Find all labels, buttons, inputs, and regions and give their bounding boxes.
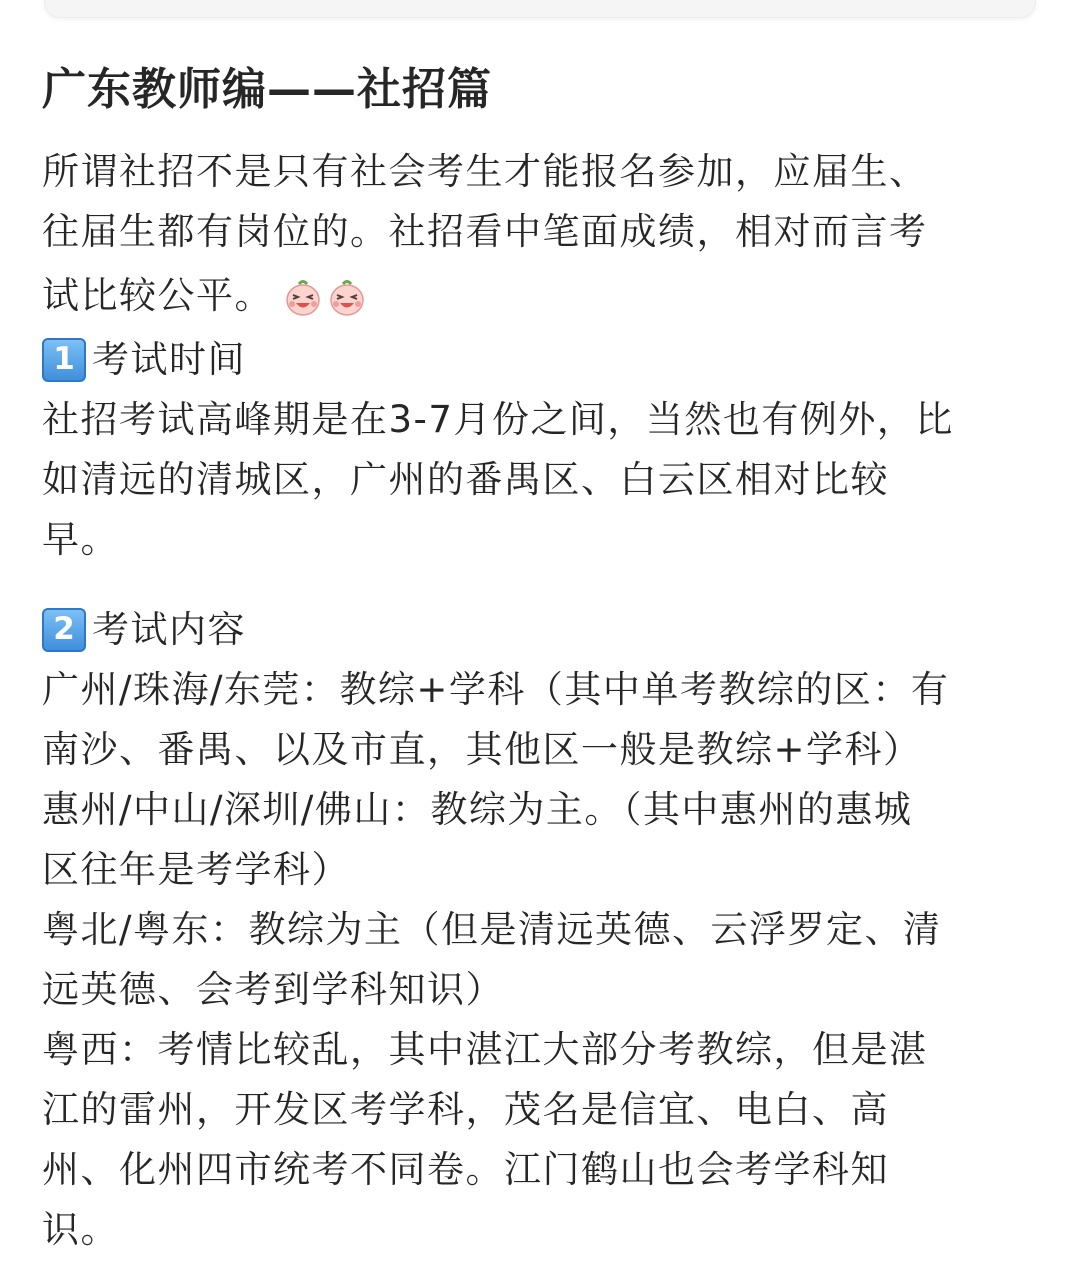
section-body-line: 远英德、会考到学科知识）	[42, 968, 504, 1011]
section-heading-text: 考试时间	[92, 338, 246, 381]
section-body-line: 江的雷州，开发区考学科，茂名是信宜、电白、高	[42, 1088, 889, 1131]
intro-last-line	[42, 272, 365, 320]
section-heading-exam-content	[42, 606, 246, 654]
section-heading-exam-time	[42, 336, 246, 384]
keycap-number-icon: 1	[42, 338, 86, 382]
section-body-line: 广州/珠海/东莞：教综+学科（其中单考教综的区：有	[42, 668, 950, 711]
section-body-line: 州、化州四市统考不同卷。江门鹤山也会考学科知	[42, 1148, 889, 1191]
top-search-bar[interactable]	[44, 0, 1036, 18]
intro-line: 试比较公平。	[42, 274, 273, 317]
section-body-line: 南沙、番禺、以及市直，其他区一般是教综+学科）	[42, 728, 922, 771]
section-body-line: 早。	[42, 518, 119, 561]
keycap-number-icon: 2	[42, 608, 86, 652]
laughing-face-emoji-icon	[329, 279, 365, 317]
section-body-line: 识。	[42, 1208, 119, 1251]
emoji-row	[285, 279, 365, 317]
section-body-line: 如清远的清城区，广州的番禺区、白云区相对比较	[42, 458, 889, 501]
section-body-line: 社招考试高峰期是在3-7月份之间，当然也有例外，比	[42, 398, 954, 441]
section-body-line: 区往年是考学科）	[42, 848, 350, 891]
section-body-line: 粤西：考情比较乱，其中湛江大部分考教综，但是湛	[42, 1028, 928, 1071]
intro-line: 所谓社招不是只有社会考生才能报名参加，应届生、	[42, 150, 928, 193]
section-heading-text: 考试内容	[92, 608, 246, 651]
intro-line: 往届生都有岗位的。社招看中笔面成绩，相对而言考	[42, 210, 928, 253]
laughing-face-emoji-icon	[285, 279, 321, 317]
post-title: 广东教师编——社招篇	[42, 64, 492, 115]
section-body-line: 粤北/粤东：教综为主（但是清远英德、云浮罗定、清	[42, 908, 942, 951]
section-body-line: 惠州/中山/深圳/佛山：教综为主。（其中惠州的惠城	[42, 788, 913, 831]
